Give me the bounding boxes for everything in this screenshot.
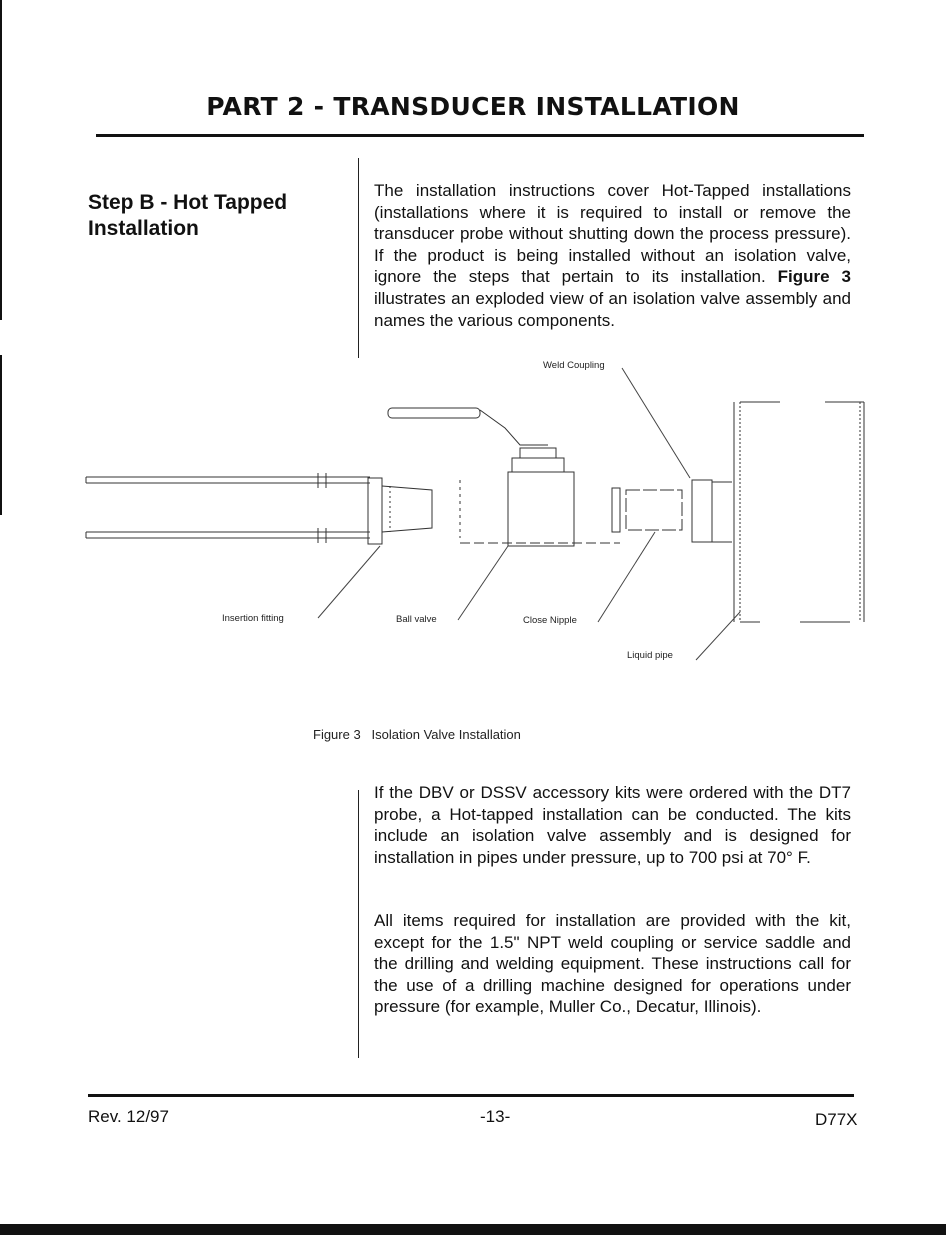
label-liquid-pipe: Liquid pipe [627, 650, 673, 661]
column-divider [358, 158, 359, 358]
footer-rule [88, 1094, 854, 1097]
close-nipple-shape [612, 488, 682, 532]
figure-caption-number: Figure 3 [313, 727, 361, 742]
label-insertion-fitting: Insertion fitting [222, 613, 284, 624]
label-ball-valve: Ball valve [396, 614, 437, 625]
isolation-valve-diagram [0, 350, 946, 690]
scan-edge-mark [0, 0, 2, 320]
footer-doc-code: D77X [815, 1110, 858, 1129]
figure-caption-title: Isolation Valve Installation [371, 727, 521, 742]
footer-revision: Rev. 12/97 [88, 1107, 169, 1126]
page-title: PART 2 - TRANSDUCER INSTALLATION [206, 92, 740, 121]
ball-valve-shape [388, 408, 620, 546]
scan-bottom-edge [0, 1224, 946, 1235]
step-heading: Step B - Hot Tapped Installation [88, 191, 288, 240]
probe-rod [86, 473, 370, 543]
liquid-pipe-shape [734, 402, 864, 622]
body-paragraph: All items required for installation are provided with the kit, except for the 1.5" NPT weld coupling or service saddle and the drilling and welding equipment. These instructions call for the use of a drilling machine designed for operations under pressure (for example, Muller Co., Decatur, Illinois). [374, 911, 851, 1017]
intro-text-cont: illustrates an exploded view of an isolation valve assembly and names the various components. [374, 288, 851, 330]
footer-page-number: -13- [480, 1107, 511, 1126]
label-close-nipple: Close Nipple [523, 615, 577, 626]
label-weld-coupling: Weld Coupling [543, 360, 605, 371]
figure-reference: Figure 3 [777, 267, 852, 287]
column-divider [358, 790, 359, 1058]
insertion-fitting-shape [368, 478, 432, 544]
figure-caption [313, 727, 521, 742]
weld-coupling-shape [692, 480, 732, 542]
intro-paragraph [374, 180, 851, 331]
body-paragraph: If the DBV or DSSV accessory kits were ordered with the DT7 probe, a Hot-tapped installation can be conducted. The kits include an isolation valve assembly and is designed for installation in pipes under pressure, up to 700 psi at 70° F. [374, 783, 851, 867]
title-rule [96, 134, 864, 137]
intro-text: The installation instructions cover Hot-Tapped installations (installations where it is required to install or remove the transducer probe without shutting down the process pressure). If the product is being installed without an isolation valve, ignore the steps that pertain to its installation. [374, 181, 851, 287]
